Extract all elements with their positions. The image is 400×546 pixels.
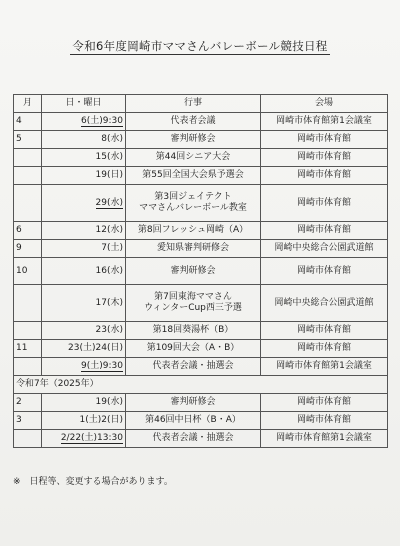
event-cell — [126, 285, 261, 322]
table-row — [14, 430, 388, 448]
event-cell: 第109回大会（A・B） — [126, 340, 261, 358]
era-label: 令和7年（2025年） — [14, 376, 388, 394]
venue-cell: 岡崎市体育館第1会議室 — [261, 430, 388, 448]
event-cell: 代表者会議・抽選会 — [126, 358, 261, 376]
event-cell: 第8回フレッシュ岡崎（A） — [126, 222, 261, 240]
event-cell: 代表者会議 — [126, 113, 261, 131]
table-row — [14, 167, 388, 185]
era-label-row — [14, 376, 388, 394]
table-row — [14, 131, 388, 149]
venue-cell: 岡崎市体育館第1会議室 — [261, 113, 388, 131]
date-cell: 16(水) — [42, 258, 126, 285]
date-cell: 2/22(土)13:30 — [42, 430, 126, 448]
month-cell: 2 — [14, 394, 42, 412]
month-cell — [14, 430, 42, 448]
event-cell: 審判研修会 — [126, 131, 261, 149]
month-cell: 3 — [14, 412, 42, 430]
table-row — [14, 258, 388, 285]
event-cell: 代表者会議・抽選会 — [126, 430, 261, 448]
venue-cell: 岡崎市体育館 — [261, 185, 388, 222]
table-row — [14, 222, 388, 240]
month-cell: 4 — [14, 113, 42, 131]
header-date: 日・曜日 — [42, 95, 126, 113]
table-header-row — [14, 95, 388, 113]
date-cell: 23(土)24(日) — [42, 340, 126, 358]
date-cell: 8(水) — [42, 131, 126, 149]
schedule-table — [13, 94, 388, 448]
table-row — [14, 113, 388, 131]
month-cell: 11 — [14, 340, 42, 358]
venue-cell: 岡崎市体育館 — [261, 149, 388, 167]
venue-cell: 岡崎市体育館 — [261, 394, 388, 412]
table-row — [14, 358, 388, 376]
date-cell: 19(日) — [42, 167, 126, 185]
header-venue: 会場 — [261, 95, 388, 113]
event-line-2: ウィンターCup西三予選 — [144, 303, 242, 313]
month-cell: 9 — [14, 240, 42, 258]
event-cell: 愛知県審判研修会 — [126, 240, 261, 258]
venue-cell: 岡崎市体育館 — [261, 222, 388, 240]
month-cell — [14, 149, 42, 167]
date-cell: 29(水) — [42, 185, 126, 222]
date-cell: 6(土)9:30 — [42, 113, 126, 131]
table-row — [14, 412, 388, 430]
date-cell: 9(土)9:30 — [42, 358, 126, 376]
month-cell: 10 — [14, 258, 42, 285]
page-title: 令和6年度岡崎市ママさんバレーボール競技日程 — [72, 39, 328, 53]
event-line-1: 第3回ジェイテクト — [154, 192, 232, 202]
date-cell: 19(水) — [42, 394, 126, 412]
header-month: 月 — [14, 95, 42, 113]
date-cell: 15(水) — [42, 149, 126, 167]
date-cell: 23(水) — [42, 322, 126, 340]
date-cell: 17(木) — [42, 285, 126, 322]
month-cell — [14, 167, 42, 185]
event-cell: 審判研修会 — [126, 258, 261, 285]
venue-cell: 岡崎市体育館 — [261, 340, 388, 358]
event-cell: 第44回シニア大会 — [126, 149, 261, 167]
venue-cell: 岡崎市体育館 — [261, 322, 388, 340]
venue-cell: 岡崎市体育館 — [261, 258, 388, 285]
table-row — [14, 149, 388, 167]
event-cell: 審判研修会 — [126, 394, 261, 412]
event-cell: 第18回葵湯杯（B） — [126, 322, 261, 340]
month-cell — [14, 285, 42, 322]
event-cell: 第55回全国大会県予選会 — [126, 167, 261, 185]
footnote: ※ 日程等、変更する場合があります。 — [13, 477, 173, 487]
venue-cell: 岡崎市体育館 — [261, 412, 388, 430]
table-row — [14, 240, 388, 258]
date-cell: 7(土) — [42, 240, 126, 258]
table-row — [14, 340, 388, 358]
venue-cell: 岡崎市体育館 — [261, 167, 388, 185]
event-cell — [126, 185, 261, 222]
month-cell — [14, 185, 42, 222]
header-event: 行事 — [126, 95, 261, 113]
venue-cell: 岡崎中央総合公園武道館 — [261, 240, 388, 258]
table-row — [14, 394, 388, 412]
venue-cell: 岡崎中央総合公園武道館 — [261, 285, 388, 322]
month-cell — [14, 322, 42, 340]
month-cell: 6 — [14, 222, 42, 240]
table-row — [14, 185, 388, 222]
venue-cell: 岡崎市体育館第1会議室 — [261, 358, 388, 376]
event-cell: 第46回中日杯（B・A） — [126, 412, 261, 430]
date-cell: 12(水) — [42, 222, 126, 240]
table-row — [14, 322, 388, 340]
month-cell: 5 — [14, 131, 42, 149]
month-cell — [14, 358, 42, 376]
date-cell: 1(土)2(日) — [42, 412, 126, 430]
table-row — [14, 285, 388, 322]
event-line-1: 第7回東海ママさん — [154, 292, 232, 302]
venue-cell: 岡崎市体育館 — [261, 131, 388, 149]
event-line-2: ママさんバレーボール教室 — [139, 203, 247, 213]
